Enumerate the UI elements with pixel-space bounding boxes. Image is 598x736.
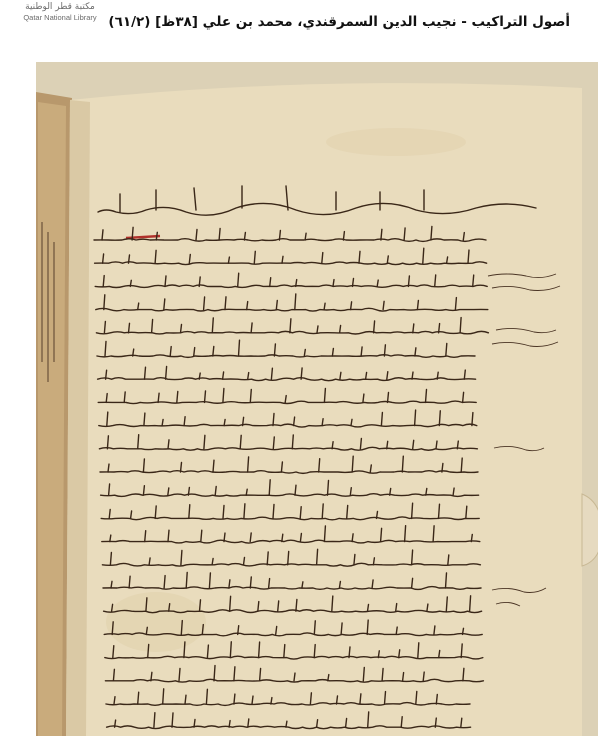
header: [0, 0, 598, 62]
manuscript-image: [36, 62, 598, 736]
left-page-strip: [38, 102, 66, 736]
paper-stain: [106, 592, 206, 652]
logo-arabic-text: مكتبة قطر الوطنية: [25, 2, 95, 12]
page-title: أصول التراكيب - نجيب الدين السمرقندي، محمد بن علي [٣٨ظ] (٦١/٢): [108, 14, 570, 30]
logo-english-text: Qatar National Library: [23, 13, 97, 22]
book-clasp: [582, 494, 598, 566]
gutter-shadow: [66, 100, 90, 736]
manuscript-scan: [36, 62, 598, 736]
paper-stain: [326, 128, 466, 156]
